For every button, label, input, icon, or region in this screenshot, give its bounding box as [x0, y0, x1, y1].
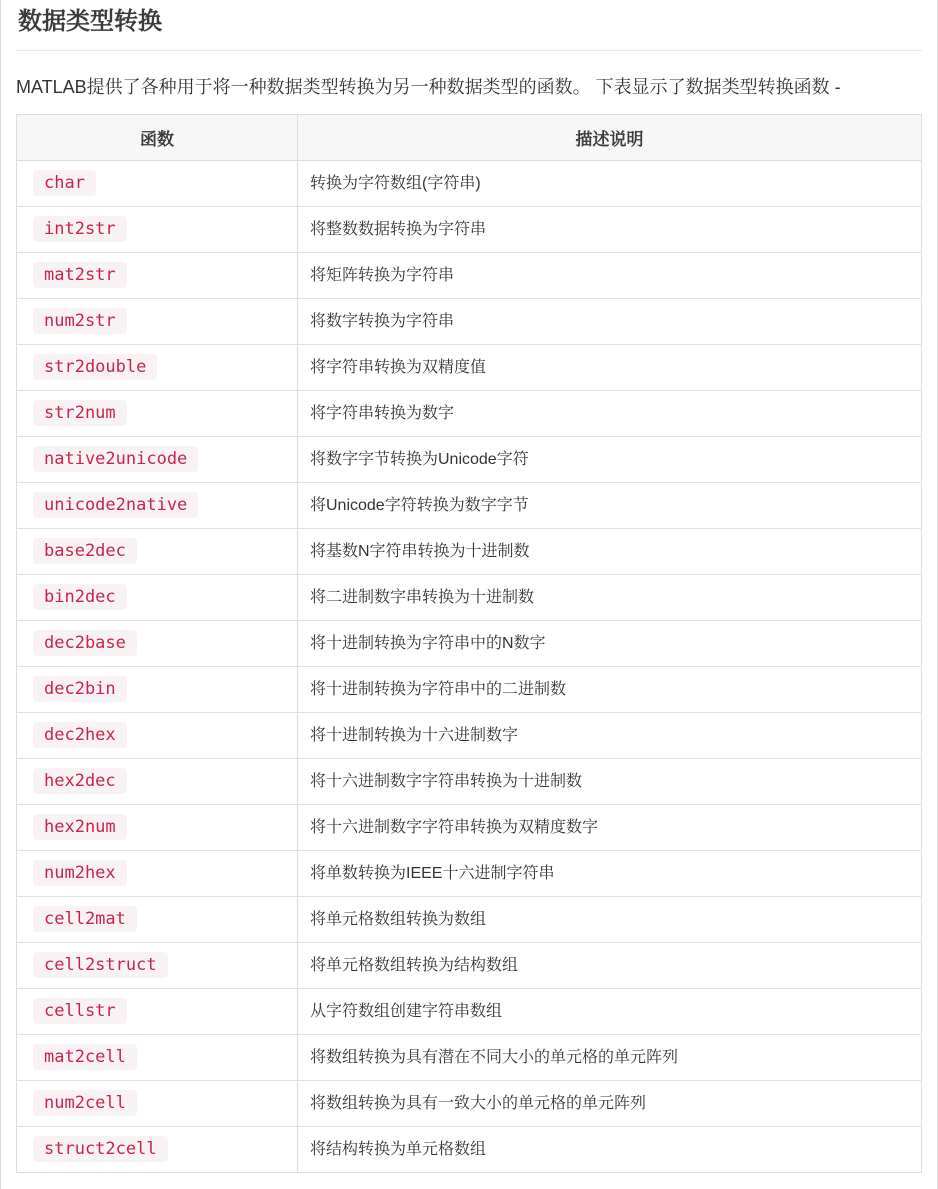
function-cell — [17, 483, 298, 529]
function-code: unicode2native — [33, 492, 198, 518]
function-code: mat2cell — [33, 1044, 137, 1070]
table-row — [17, 437, 922, 483]
column-header-function: 函数 — [17, 115, 298, 161]
function-cell — [17, 759, 298, 805]
table-row — [17, 851, 922, 897]
function-code: bin2dec — [33, 584, 127, 610]
function-cell — [17, 621, 298, 667]
function-code: cell2struct — [33, 952, 168, 978]
function-cell — [17, 897, 298, 943]
table-row — [17, 943, 922, 989]
function-cell — [17, 437, 298, 483]
function-code: num2cell — [33, 1090, 137, 1116]
table-row — [17, 1081, 922, 1127]
function-cell — [17, 253, 298, 299]
function-cell — [17, 529, 298, 575]
description-cell: 将字符串转换为双精度值 — [298, 345, 922, 391]
function-cell — [17, 1035, 298, 1081]
table-header-row — [17, 115, 922, 161]
function-cell — [17, 713, 298, 759]
page-title: 数据类型转换 — [18, 8, 162, 35]
function-code: num2str — [33, 308, 127, 334]
function-code: hex2dec — [33, 768, 127, 794]
description-cell: 将Unicode字符转换为数字字节 — [298, 483, 922, 529]
table-row — [17, 989, 922, 1035]
description-cell: 将单数转换为IEEE十六进制字符串 — [298, 851, 922, 897]
description-cell: 转换为字符数组(字符串) — [298, 161, 922, 207]
table-row — [17, 759, 922, 805]
description-cell: 将十进制转换为字符串中的N数字 — [298, 621, 922, 667]
table-row — [17, 713, 922, 759]
table-row — [17, 529, 922, 575]
function-code: char — [33, 170, 96, 196]
function-code: str2num — [33, 400, 127, 426]
function-cell — [17, 207, 298, 253]
function-code: dec2bin — [33, 676, 127, 702]
function-cell — [17, 805, 298, 851]
description-cell: 将数字字节转换为Unicode字符 — [298, 437, 922, 483]
table-row — [17, 897, 922, 943]
description-cell: 将十进制转换为字符串中的二进制数 — [298, 667, 922, 713]
function-code: cellstr — [33, 998, 127, 1024]
function-cell — [17, 299, 298, 345]
function-code: int2str — [33, 216, 127, 242]
table-row — [17, 1127, 922, 1173]
column-header-description: 描述说明 — [298, 115, 922, 161]
table-row — [17, 805, 922, 851]
function-cell — [17, 161, 298, 207]
table-row — [17, 575, 922, 621]
description-cell: 从字符数组创建字符串数组 — [298, 989, 922, 1035]
description-cell: 将数字转换为字符串 — [298, 299, 922, 345]
table-row — [17, 621, 922, 667]
function-code: struct2cell — [33, 1136, 168, 1162]
description-cell: 将单元格数组转换为结构数组 — [298, 943, 922, 989]
function-cell — [17, 943, 298, 989]
function-cell — [17, 391, 298, 437]
intro-paragraph: MATLAB提供了各种用于将一种数据类型转换为另一种数据类型的函数。 下表显示了数据类型转换函数 - — [16, 77, 841, 98]
function-code: base2dec — [33, 538, 137, 564]
function-cell — [17, 667, 298, 713]
function-code: cell2mat — [33, 906, 137, 932]
conversion-functions-table — [16, 114, 922, 1173]
function-cell — [17, 989, 298, 1035]
function-code: num2hex — [33, 860, 127, 886]
description-cell: 将数组转换为具有一致大小的单元格的单元阵列 — [298, 1081, 922, 1127]
table-row — [17, 667, 922, 713]
function-code: dec2base — [33, 630, 137, 656]
function-code: mat2str — [33, 262, 127, 288]
description-cell: 将单元格数组转换为数组 — [298, 897, 922, 943]
table-row — [17, 483, 922, 529]
function-code: dec2hex — [33, 722, 127, 748]
description-cell: 将整数数据转换为字符串 — [298, 207, 922, 253]
function-cell — [17, 575, 298, 621]
title-divider — [16, 50, 922, 51]
function-cell — [17, 851, 298, 897]
description-cell: 将十六进制数字字符串转换为十进制数 — [298, 759, 922, 805]
function-cell — [17, 1081, 298, 1127]
description-cell: 将结构转换为单元格数组 — [298, 1127, 922, 1173]
description-cell: 将二进制数字串转换为十进制数 — [298, 575, 922, 621]
description-cell: 将十六进制数字字符串转换为双精度数字 — [298, 805, 922, 851]
table-row — [17, 1035, 922, 1081]
description-cell: 将数组转换为具有潜在不同大小的单元格的单元阵列 — [298, 1035, 922, 1081]
table-row — [17, 161, 922, 207]
description-cell: 将基数N字符串转换为十进制数 — [298, 529, 922, 575]
description-cell: 将字符串转换为数字 — [298, 391, 922, 437]
description-cell: 将十进制转换为十六进制数字 — [298, 713, 922, 759]
function-code: str2double — [33, 354, 157, 380]
function-cell — [17, 1127, 298, 1173]
table-row — [17, 253, 922, 299]
function-cell — [17, 345, 298, 391]
table-row — [17, 299, 922, 345]
table-row — [17, 345, 922, 391]
table-row — [17, 391, 922, 437]
table-header — [17, 115, 922, 161]
function-code: hex2num — [33, 814, 127, 840]
description-cell: 将矩阵转换为字符串 — [298, 253, 922, 299]
table-row — [17, 207, 922, 253]
table-body — [17, 161, 922, 1173]
function-code: native2unicode — [33, 446, 198, 472]
